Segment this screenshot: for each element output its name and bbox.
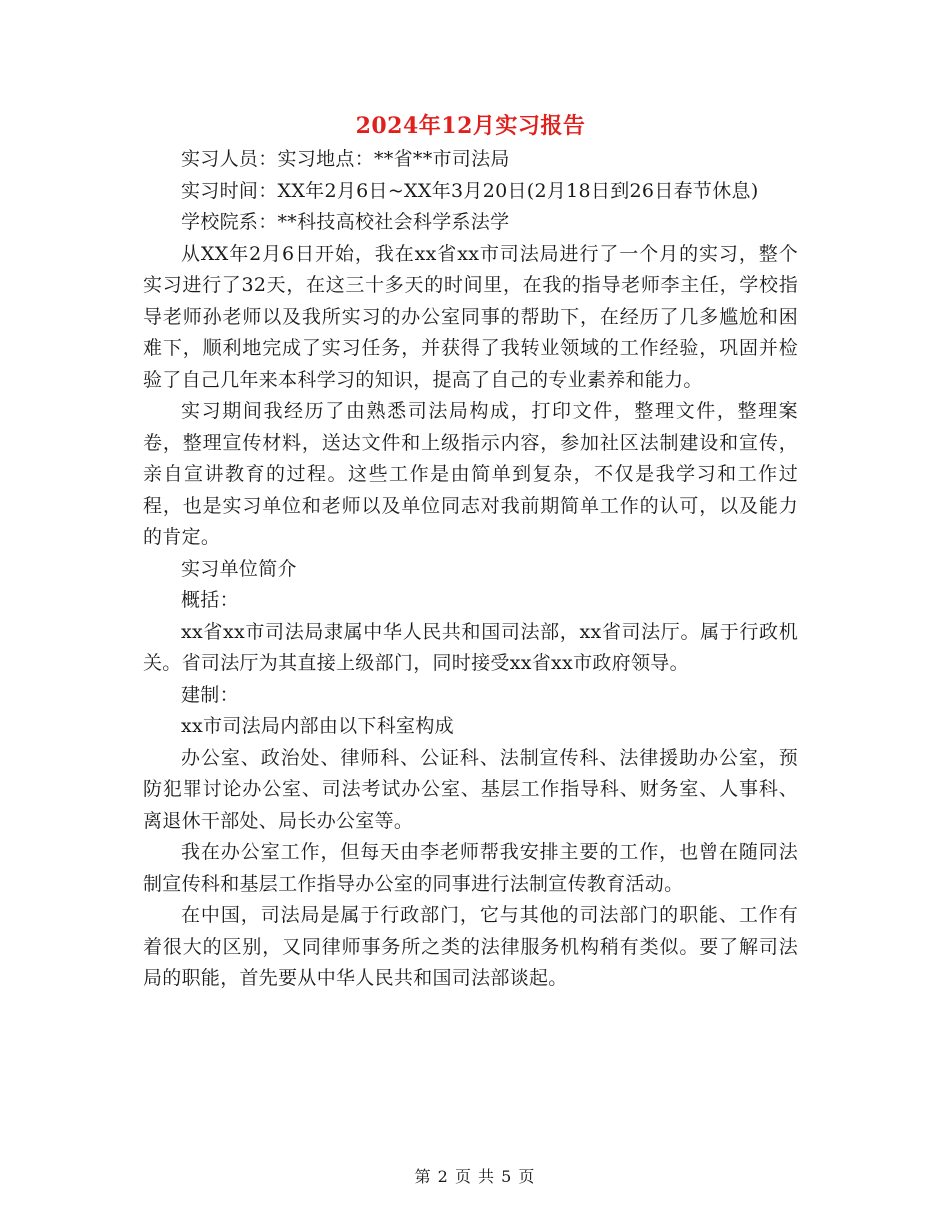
document-page	[143, 108, 798, 995]
paragraph-affiliation: xx省xx市司法局隶属中华人民共和国司法部，xx省司法厅。属于行政机关。省司法厅为其直接上级部门，同时接受xx省xx市政府领导。	[143, 620, 798, 674]
document-title: 2024年12月实习报告	[355, 113, 586, 139]
heading-summary: 概括：	[181, 589, 239, 611]
page-number-footer: 第 2 页 共 5 页	[414, 1167, 536, 1186]
paragraph-my-work: 我在办公室工作，但每天由李老师帮我安排主要的工作，也曾在随同法制宣传科和基层工作指导办公室的同事进行法制宣传教育活动。	[143, 841, 798, 895]
paragraph-overview: 从XX年2月6日开始，我在xx省xx市司法局进行了一个月的实习，整个实习进行了32天，在这三十多天的时间里，在我的指导老师李主任，学校指导老师孙老师以及我所实习的办公室同事的帮助下，在经历了几多尴尬和困难下，顺利地完成了实习任务，并获得了我转业领域的工作经验，巩固并检验了自己几年来本科学习的知识，提高了自己的专业素养和能力。	[143, 242, 798, 391]
paragraph-structure-intro: xx市司法局内部由以下科室构成	[181, 715, 454, 737]
paragraph-bureau-role: 在中国，司法局是属于行政部门，它与其他的司法部门的职能、工作有着很大的区别，又同律师事务所之类的法律服务机构稍有类似。要了解司法局的职能，首先要从中华人民共和国司法部谈起。	[143, 904, 798, 989]
paragraph-internship-time: 实习时间：XX年2月6日~XX年3月20日(2月18日到26日春节休息)	[181, 179, 759, 202]
paragraph-personnel-location: 实习人员：实习地点：**省**市司法局	[181, 148, 510, 170]
heading-structure: 建制：	[181, 683, 239, 706]
paragraph-departments: 办公室、政治处、律师科、公证科、法制宣传科、法律援助办公室，预防犯罪讨论办公室、司法考试办公室、基层工作指导科、财务室、人事科、离退休干部处、局长办公室等。	[143, 746, 798, 832]
paragraph-experience: 实习期间我经历了由熟悉司法局构成，打印文件，整理文件，整理案卷，整理宣传材料，送达文件和上级指示内容，参加社区法制建设和宣传，亲自宣讲教育的过程。这些工作是由简单到复杂，不仅是我学习和工作过程，也是实习单位和老师以及单位同志对我前期简单工作的认可，以及能力的肯定。	[143, 400, 798, 548]
heading-unit-intro: 实习单位简介	[181, 557, 297, 580]
paragraph-school-department: 学校院系：**科技高校社会科学系法学	[181, 211, 510, 233]
